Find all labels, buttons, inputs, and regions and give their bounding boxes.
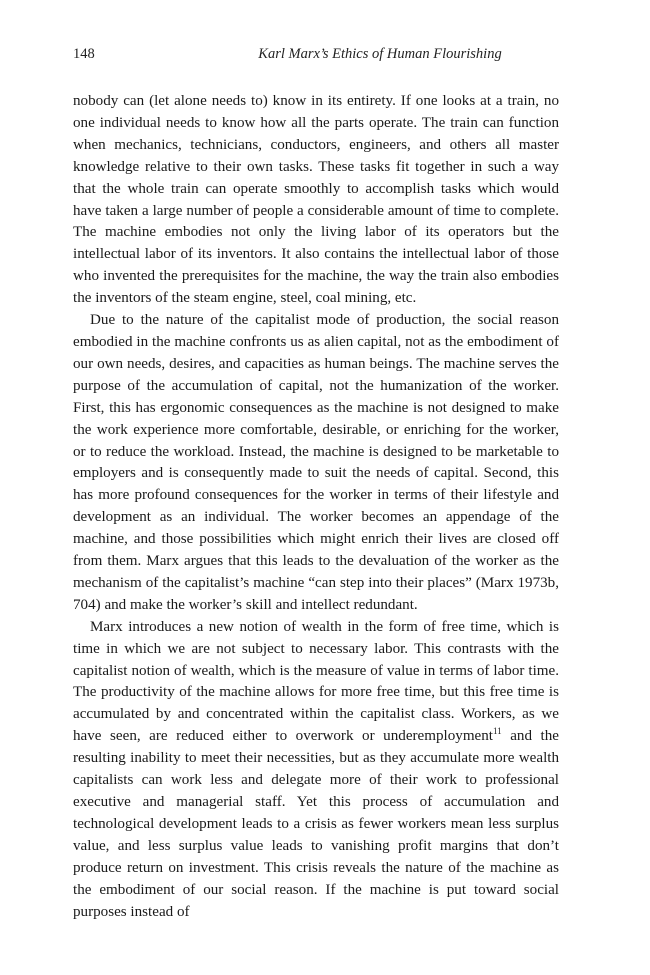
footnote-marker[interactable]: 11 — [493, 726, 502, 737]
body-text — [73, 91, 559, 923]
paragraph-3 — [73, 617, 559, 924]
paragraph-1: nobody can (let alone needs to) know in its entirety. If one looks at a train, no one individual needs to know how all the parts operate. The train can function when mechanics, technicians, conductors, engineers, and others all master knowledge relative to their own tasks. These tasks fit together in such a way that the whole train can operate smoothly to accomplish tasks which would have taken a large number of people a considerable amount of time to complete. The machine embodies not only the living labor of its operators but the intellectual labor of its inventors. It also contains the intellectual labor of those who invented the prerequisites for the machine, the way the train also embodies the inventors of the steam engine, steel, coal mining, etc. — [73, 93, 559, 307]
paragraph-3-part-1: Marx introduces a new notion of wealth in the form of free time, which is time in which we are not subject to necessary labor. This contrasts with the capitalist notion of wealth, which is the measure of value in terms of labor time. The productivity of the machine allows for more free time, but this free time is accumulated by and concentrated within the capitalist class. Workers, as we have seen, are reduced either to overwork or underemployment — [73, 618, 559, 745]
running-title: Karl Marx’s Ethics of Human Flourishing — [258, 46, 502, 62]
page-number: 148 — [73, 46, 95, 62]
paragraph-2: Due to the nature of the capitalist mode of production, the social reason embodied in the machine confronts us as alien capital, not as the embodiment of our own needs, desires, and capacities as human beings. The machine serves the purpose of the accumulation of capital, not the humanization of the worker. First, this has ergonomic consequences as the machine is not designed to make the work experience more comfortable, desirable, or enriching for the worker, or to reduce the workload. Instead, the machine is designed to be marketable to employers and is consequently made to suit the needs of capital. Second, this has more profound consequences for the worker in terms of their lifestyle and development as an individual. The worker becomes an appendage of the machine, and those possibilities which might enrich their lives are closed off from them. Marx argues that this leads to the devaluation of the worker as the mechanism of the capitalist’s machine “can step into their places” (Marx 1973b, 704) and make the worker’s skill and intellect redundant. — [73, 312, 559, 613]
paragraph-3-part-2: and the resulting inability to meet their necessities, but as they accumulate more wealth capitalists can work less and delegate more of their work to professional executive and managerial staff. Yet this process of accumulation and technological development leads to a crisis as fewer workers mean less surplus value, and less surplus value leads to vanishing profit margins that don’t produce return on investment. This crisis reveals the nature of the machine as the embodiment of our social reason. If the machine is put toward social purposes instead of — [73, 728, 560, 920]
